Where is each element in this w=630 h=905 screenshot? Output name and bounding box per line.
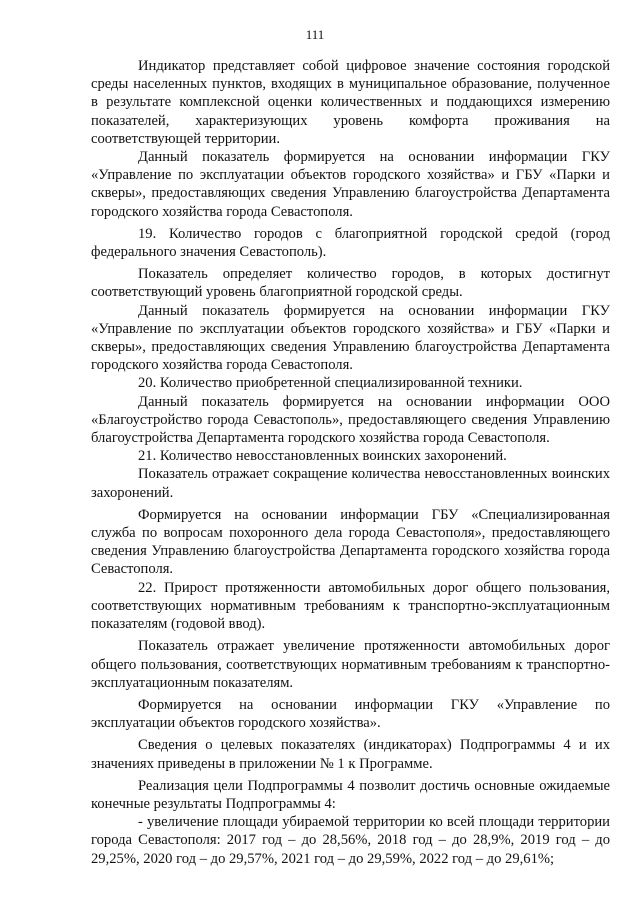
paragraph-item-21-definition: Показатель отражает сокращение количества невосстановленных воинских захоронений. [91,466,610,501]
paragraph-item-22-source: Формируется на основании информации ГКУ «Управление по эксплуатации объектов городского хозяйства». [91,696,610,732]
paragraph-result-cleaned-area: - увеличение площади убираемой территории ко всей площади территории города Севастополя: 2017 год – до 28,56%, 2018 год – до 28,9%, 2019 год – до 29,25%, 2020 год – до 29,57%, 2021 год – до 29,59%, 2022 год – до 29,61%; [91,814,610,867]
paragraph-item-22-definition: Показатель отражает увеличение протяженности автомобильных дорог общего пользования, соответствующих нормативным требованиям к транспортно-эксплуатационным показателям. [91,638,610,691]
paragraph-item-20: 20. Количество приобретенной специализированной техники. [138,375,523,392]
paragraph-item-21-source: Формируется на основании информации ГБУ «Специализированная служба по вопросам похоронного дела города Севастополя», предоставляющего сведения Управлению благоустройства Департамента городского хозяйства города Севастополя. [91,506,610,578]
paragraph-item-19-source: Данный показатель формируется на основании информации ГКУ «Управление по эксплуатации объектов городского хозяйства» и ГБУ «Парки и скверы», предоставляющих сведения Управлению благоустройства Департамента городского хозяйства города Севастополя. [91,302,610,374]
paragraph-targets-reference: Сведения о целевых показателях (индикаторах) Подпрограммы 4 и их значениях приведены в приложении № 1 к Программе. [91,737,610,772]
paragraph-indicator-definition: Индикатор представляет собой цифровое значение состояния городской среды населенных пунктов, входящих в муниципальное образование, полученное в результате комплексной оценки количественных и поддающихся измерению показателей, характеризующих уровень комфорта проживания на соответствующей территории. [91,58,610,147]
paragraph-item-20-source: Данный показатель формируется на основании информации ООО «Благоустройство города Севастополь», предоставляющего сведения Управлению благоустройства Департамента городского хозяйства города Севастополя. [91,393,610,447]
paragraph-expected-results: Реализация цели Подпрограммы 4 позволит достичь основные ожидаемые конечные результаты Подпрограммы 4: [91,777,610,812]
paragraph-item-19-definition: Показатель определяет количество городов, в которых достигнут соответствующий уровень благоприятной городской среды. [91,266,610,301]
paragraph-item-22: 22. Прирост протяженности автомобильных дорог общего пользования, соответствующих нормативным требованиям к транспортно-эксплуатационным показателям (годовой ввод). [91,579,610,633]
paragraph-indicator-source: Данный показатель формируется на основании информации ГКУ «Управление по эксплуатации объектов городского хозяйства» и ГБУ «Парки и скверы», предоставляющих сведения Управлению благоустройства Департамента городского хозяйства города Севастополя. [91,149,610,220]
document-body [91,57,610,868]
paragraph-item-21: 21. Количество невосстановленных воинских захоронений. [138,448,507,465]
paragraph-item-19: 19. Количество городов с благоприятной городской средой (город федерального значения Севастополь). [91,225,610,261]
page-number: 111 [305,27,325,42]
